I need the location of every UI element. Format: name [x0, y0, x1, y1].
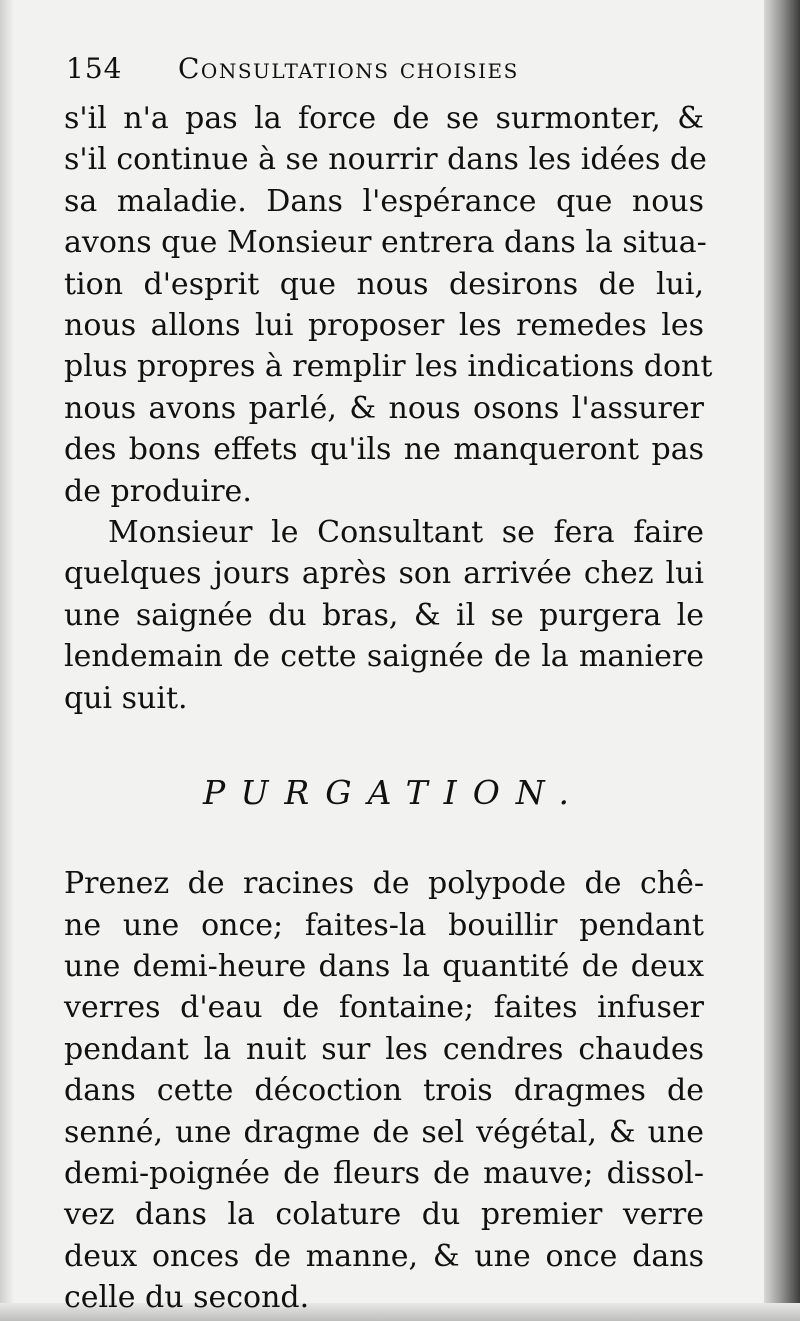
text-line: dans cette décoction trois dragmes de [64, 1073, 704, 1109]
text-line: avons que Monsieur entrera dans la situa- [64, 225, 707, 261]
text-line: sa maladie. Dans l'espérance que nous [64, 183, 704, 219]
text-line: nous avons parlé, & nous osons l'assurer [64, 390, 704, 426]
text-line: s'il continue à se nourrir dans les idées de [64, 142, 707, 178]
text-line: plus propres à remplir les indications dont [64, 349, 713, 385]
text-line: celle du second. [64, 1280, 310, 1316]
text-line: ne une once; faites-la bouillir pendant [64, 907, 704, 943]
text-line: pendant la nuit sur les cendres chaudes [64, 1031, 704, 1067]
text-line: Monsieur le Consultant se fera faire [108, 515, 704, 551]
text-line: une saignée du bras, & il se purgera le [64, 597, 704, 633]
paragraph-3 [64, 863, 704, 1318]
paragraph-1 [64, 98, 713, 512]
text-line: de produire. [64, 473, 252, 509]
text-line: une demi-heure dans la quantité de deux [64, 948, 704, 984]
text-line: s'il n'a pas la force de se surmonter, & [64, 101, 704, 136]
text-line: deux onces de manne, & une once dans [64, 1238, 704, 1274]
page-gutter-shadow [764, 0, 800, 1321]
text-line: nous allons lui proposer les remedes les [64, 308, 704, 344]
text-line: demi-poignée de fleurs de mauve; dissol- [64, 1155, 704, 1191]
text-line: lendemain de cette saignée de la maniere [64, 639, 704, 675]
page-text [64, 52, 713, 1319]
text-line: verres d'eau de fontaine; faites infuser [64, 990, 704, 1026]
text-line: qui suit. [64, 680, 188, 716]
text-line: tion d'esprit que nous desirons de lui, [64, 266, 704, 302]
paragraph-2 [64, 512, 704, 719]
page-header [64, 52, 704, 98]
page-left-edge [0, 0, 14, 1321]
page-number: 154 [66, 52, 123, 85]
text-line: Prenez de racines de polypode de chê- [64, 866, 704, 902]
running-head: Consultations choisies [178, 52, 519, 85]
text-line: vez dans la colature du premier verre [64, 1197, 704, 1233]
text-line: quelques jours après son arrivée chez lui [64, 556, 704, 592]
section-title: PURGATION. [202, 773, 586, 813]
text-line: des bons effets qu'ils ne manqueront pas [64, 432, 704, 468]
text-line: senné, une dragme de sel végétal, & une [64, 1114, 704, 1150]
